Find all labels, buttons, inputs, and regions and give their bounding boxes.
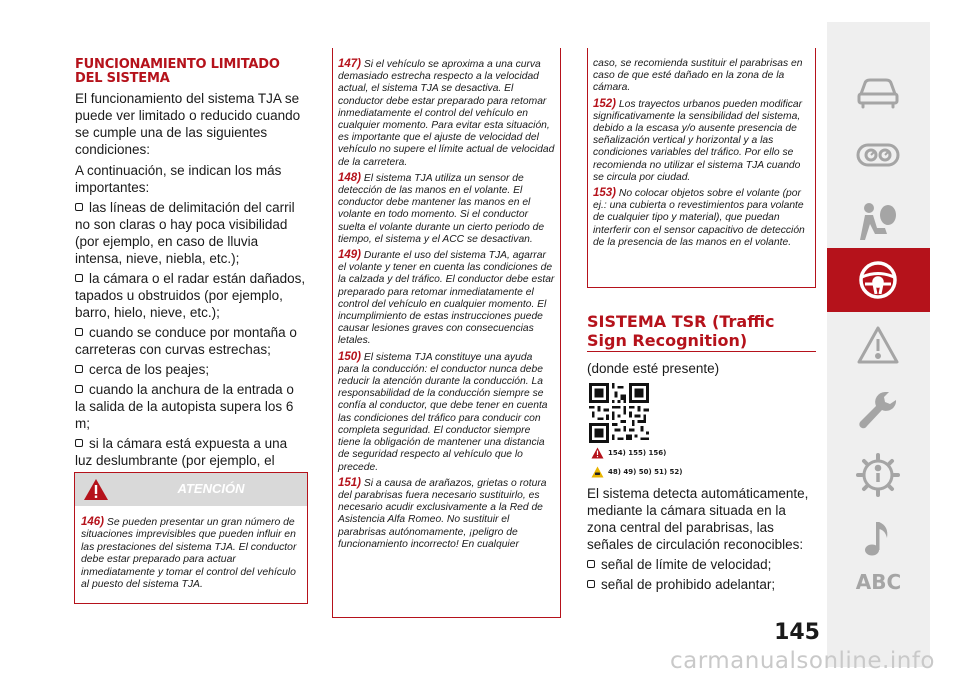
music-note-icon: [855, 516, 901, 560]
caution-car-icon: [591, 466, 604, 478]
sidebar-item-maintenance[interactable]: [827, 378, 930, 442]
tsr-paragraph: El sistema detecta automáticamente, mediante la cámara situada en la zona central del parabrisas, las señales de circulación reconocibles:: [587, 486, 809, 552]
note-entry: 152) Los trayectos urbanos pueden modificar significativamente la sensibilidad del sistema, debido a la escasa y/o ausente presencia de señalización vertical y horizontal y a las condiciones variables del tráfico. Por ello se recomienda no utilizar el sistema TJA cuando se circula por ciudad.: [593, 97, 803, 183]
column-left: [75, 58, 307, 486]
page-number: 145: [774, 620, 820, 645]
note-entry: 150) El sistema TJA constituye una ayuda para la conducción: el conductor nunca debe reducir la atención durante la conducción. La responsabilidad de la conducción siempre se confía al conductor, que debe tener en cuenta las condiciones del tráfico para conducir con completa seguridad. El conductor siempre tiene la obligación de mantener una distancia de seguridad respecto al vehículo que lo precede.: [338, 350, 548, 473]
checkbox-bullet-icon: [75, 385, 83, 393]
warning-icon: [855, 324, 901, 368]
checkbox-bullet-icon: [75, 274, 83, 282]
paragraph-list-intro: A continuación, se indican los más importantes:: [75, 163, 282, 195]
caution-references: 48) 49) 50) 51) 52): [608, 468, 683, 476]
checkbox-bullet-icon: [587, 580, 595, 588]
list-item: señal de prohibido adelantar;: [587, 576, 816, 593]
steering-wheel-icon: [855, 258, 901, 302]
section-heading: FUNCIONAMIENTO LIMITADO DEL SISTEMA: [75, 57, 280, 86]
warning-icon: [591, 447, 604, 459]
attention-text: 146) Se pueden presentar un gran número de situaciones imprevisibles que pueden influir en las prestaciones del sistema TJA. El conductor debe estar preparado para actuar inmediatamente y tomar el control del vehículo al puesto del sistema TJA.: [81, 516, 297, 591]
list-item: cuando la anchura de la entrada o la salida de la autopista supera los 6 m;: [75, 382, 294, 431]
sidebar-item-index[interactable]: ABC: [855, 570, 902, 594]
paragraph-intro: El funcionamiento del sistema TJA se puede ver limitado o reducido cuando se cumple una de las siguientes condiciones:: [75, 91, 301, 157]
attention-header: [75, 473, 307, 506]
tsr-subtitle-block: [587, 360, 816, 377]
attention-title: ATENCIÓN: [177, 481, 245, 496]
sidebar-item-multimedia[interactable]: [827, 506, 930, 570]
note-entry: 149) Durante el uso del sistema TJA, agarrar el volante y tener en cuenta las condiciones de la calzada y del tráfico. El conductor debe estar preparado para retomar inmediatamente el control del vehículo en cualquier momento. El incumplimiento de estas instrucciones puede causar lesiones graves con consecuencias letales.: [338, 249, 555, 347]
gear-info-icon: [855, 452, 901, 498]
note-entry: 153) No colocar objetos sobre el volante (por ej.: una cubierta o revestimientos para volante de cualquier tipo y material), que puedan interferir con el sensor capacitivo de detección de la presencia de las manos en el volante.: [593, 187, 805, 248]
sidebar-item-car[interactable]: [827, 62, 930, 126]
list-item: cerca de los peajes;: [75, 361, 307, 378]
list-item: la cámara o el radar están dañados, tapados u obstruidos (por ejemplo, barro, hielo, nieve, etc.);: [75, 271, 306, 320]
checkbox-bullet-icon: [75, 365, 83, 373]
warnings-box-right: [587, 48, 816, 288]
note-entry: 147) Si el vehículo se aproxima a una curva demasiado estrecha respecto a la velocidad actual, el sistema TJA se desactiva. El conductor debe estar preparado para retomar inmediatamente el control del vehículo en cualquier momento. Para evitar esta situación, es importante que el ajuste de velocidad del vehículo no supere el límite actual de velocidad de la carretera.: [338, 58, 555, 168]
checkbox-bullet-icon: [75, 203, 83, 211]
checkbox-bullet-icon: [587, 560, 595, 568]
sidebar-item-safety[interactable]: [827, 190, 930, 254]
wrench-icon: [855, 388, 901, 432]
sidebar-item-technical-data[interactable]: [827, 442, 930, 506]
sidebar-item-dashboard[interactable]: [827, 126, 930, 190]
list-item: las líneas de delimitación del carril no son claras o hay poca visibilidad (por ejemplo, en caso de lluvia intensa, nieve, niebla, etc.);: [75, 200, 295, 266]
chapter-sidebar: [827, 22, 930, 667]
qr-code-icon[interactable]: [589, 383, 649, 443]
airbag-icon: [855, 200, 901, 244]
attention-box: [74, 472, 308, 604]
tsr-section-title: SISTEMA TSR (Traffic Sign Recognition): [587, 312, 775, 350]
warnings-box-middle: [332, 48, 561, 618]
watermark: carmanualsonline.info: [669, 648, 935, 674]
list-item: cuando se conduce por montaña o carreteras con curvas estrechas;: [75, 325, 297, 357]
car-icon: [855, 72, 901, 112]
dashboard-icon: [855, 136, 901, 176]
note-entry: 151) Si a causa de arañazos, grietas o rotura del parabrisas fuera necesario sustituirlo, es necesario acudir exclusivamente a la Red de Asistencia Alfa Romeo. No sustituir el parabrisas autónomamente, ¡peligro de funcionamiento incorrecto! En cualquier: [338, 476, 547, 550]
sidebar-item-driving[interactable]: [827, 248, 930, 312]
tsr-body: [587, 485, 816, 593]
note-entry: 148) El sistema TJA utiliza un sensor de detección de las manos en el volante. El conductor debe mantener las manos en el volante en todo momento. Si el conductor suelta el volante durante un cierto periodo de tiempo, el sistema y el ACC se desactivan.: [338, 171, 545, 245]
warning-references: 154) 155) 156): [608, 449, 667, 457]
note-entry: caso, se recomienda sustituir el parabrisas en caso de que esté dañado en la zona de la cámara.: [593, 58, 803, 94]
list-item: si la cámara está expuesta a una luz deslumbrante (por ejemplo, el: [75, 436, 288, 468]
checkbox-bullet-icon: [75, 328, 83, 336]
checkbox-bullet-icon: [75, 439, 83, 447]
title-divider: [587, 351, 816, 352]
list-item: señal de límite de velocidad;: [587, 556, 816, 573]
sidebar-item-emergency[interactable]: [827, 314, 930, 378]
tsr-subtitle: (donde esté presente): [587, 361, 720, 376]
